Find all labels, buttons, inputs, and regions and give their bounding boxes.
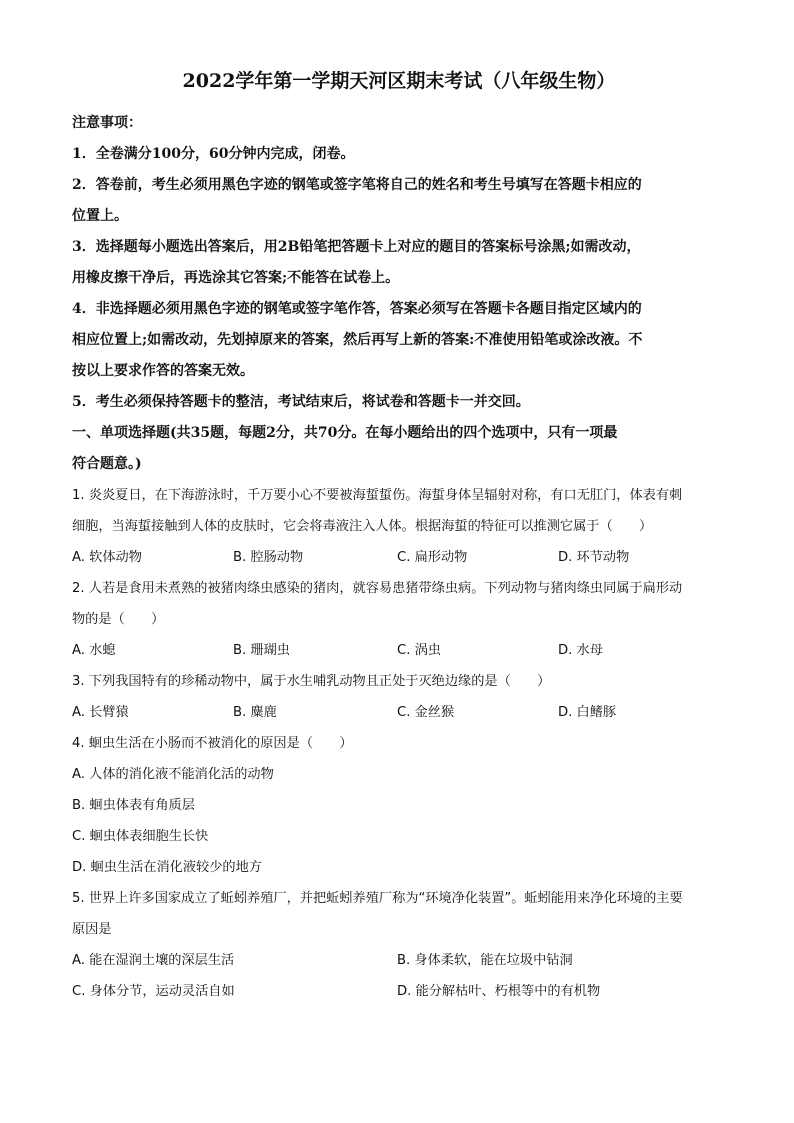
- option-c: C. 涡虫: [397, 643, 441, 658]
- notice-heading: 注意事项：: [72, 115, 142, 131]
- notice-line: 3．选择题每小题选出答案后，用2B铅笔把答题卡上对应的题目的答案标号涂黑;如需改动，: [72, 239, 641, 255]
- question-stem: 3. 下列我国特有的珍稀动物中，属于水生哺乳动物且正处于灭绝边缘的是（ ）: [72, 674, 551, 689]
- question-stem: 5. 世界上许多国家成立了蚯蚓养殖厂，并把蚯蚓养殖厂称为“环境净化装置”。蚯蚓能用来净化环境的主要: [72, 891, 683, 906]
- question-stem: 2. 人若是食用未煮熟的被猪肉绦虫感染的猪肉，就容易患猪带绦虫病。下列动物与猪肉绦虫同属于扁形动: [72, 581, 683, 596]
- notice-line: 2．答卷前，考生必须用黑色字迹的钢笔或签字笔将自己的姓名和考生号填写在答题卡相应的: [72, 177, 642, 193]
- options-row: [72, 697, 726, 728]
- option-d: D. 能分解枯叶、朽根等中的有机物: [397, 984, 601, 999]
- notice-line: 用橡皮擦干净后，再选涂其它答案;不能答在试卷上。: [72, 270, 400, 286]
- option-a: A. 能在湿润土壤的深层生活: [72, 953, 235, 968]
- notice-line: 按以上要求作答的答案无效。: [72, 363, 254, 379]
- exam-page: [72, 66, 726, 1007]
- option-b: B. 麋鹿: [233, 705, 277, 720]
- question-stem: 物的是（ ）: [72, 612, 165, 627]
- question-stem: 细胞，当海蜇接触到人体的皮肤时，它会将毒液注入人体。根据海蜇的特征可以推测它属于（ ）: [72, 519, 653, 534]
- option-c: C. 蛔虫体表细胞生长快: [72, 829, 209, 844]
- option-d: D. 蛔虫生活在消化液较少的地方: [72, 860, 262, 875]
- option-b: B. 珊瑚虫: [233, 643, 290, 658]
- option-d: D. 环节动物: [558, 550, 630, 565]
- option-d: D. 水母: [558, 643, 603, 658]
- option-b: B. 腔肠动物: [233, 550, 304, 565]
- option-c: C. 扁形动物: [397, 550, 468, 565]
- options-row: [72, 945, 726, 976]
- notice-line: 4．非选择题必须用黑色字迹的钢笔或签字笔作答，答案必须写在答题卡各题目指定区域内的: [72, 301, 642, 317]
- notice-line: 位置上。: [72, 208, 128, 224]
- option-d: D. 白鳍豚: [558, 705, 617, 720]
- section-heading-cont: 符合题意。): [72, 456, 142, 472]
- option-a: A. 软体动物: [72, 550, 142, 565]
- option-b: B. 身体柔软，能在垃圾中钻洞: [397, 953, 573, 968]
- option-a: A. 人体的消化液不能消化活的动物: [72, 767, 274, 782]
- options-row: [72, 635, 726, 666]
- option-a: A. 长臂猿: [72, 705, 129, 720]
- question-stem: 1. 炎炎夏日，在下海游泳时，千万要小心不要被海蜇蜇伤。海蜇身体呈辐射对称，有口无肛门，体表有刺: [72, 488, 683, 503]
- question-stem: 4. 蛔虫生活在小肠而不被消化的原因是（ ）: [72, 736, 353, 751]
- option-b: B. 蛔虫体表有角质层: [72, 798, 195, 813]
- options-row: [72, 976, 726, 1007]
- question-stem: 原因是: [72, 922, 112, 937]
- notice-line: 1．全卷满分100分，60分钟内完成，闭卷。: [72, 146, 355, 162]
- option-c: C. 金丝猴: [397, 705, 455, 720]
- option-a: A. 水螅: [72, 643, 116, 658]
- option-c: C. 身体分节，运动灵活自如: [72, 984, 235, 999]
- section-heading: 一、单项选择题(共35题，每题2分，共70分。在每小题给出的四个选项中，只有一项最: [72, 425, 618, 441]
- notice-line: 5．考生必须保持答题卡的整洁，考试结束后，将试卷和答题卡一并交回。: [72, 394, 530, 410]
- notice-line: 相应位置上;如需改动，先划掉原来的答案，然后再写上新的答案:不准使用铅笔或涂改液。不: [72, 332, 643, 348]
- exam-title: 2022学年第一学期天河区期末考试（八年级生物）: [182, 70, 616, 92]
- options-row: [72, 542, 726, 573]
